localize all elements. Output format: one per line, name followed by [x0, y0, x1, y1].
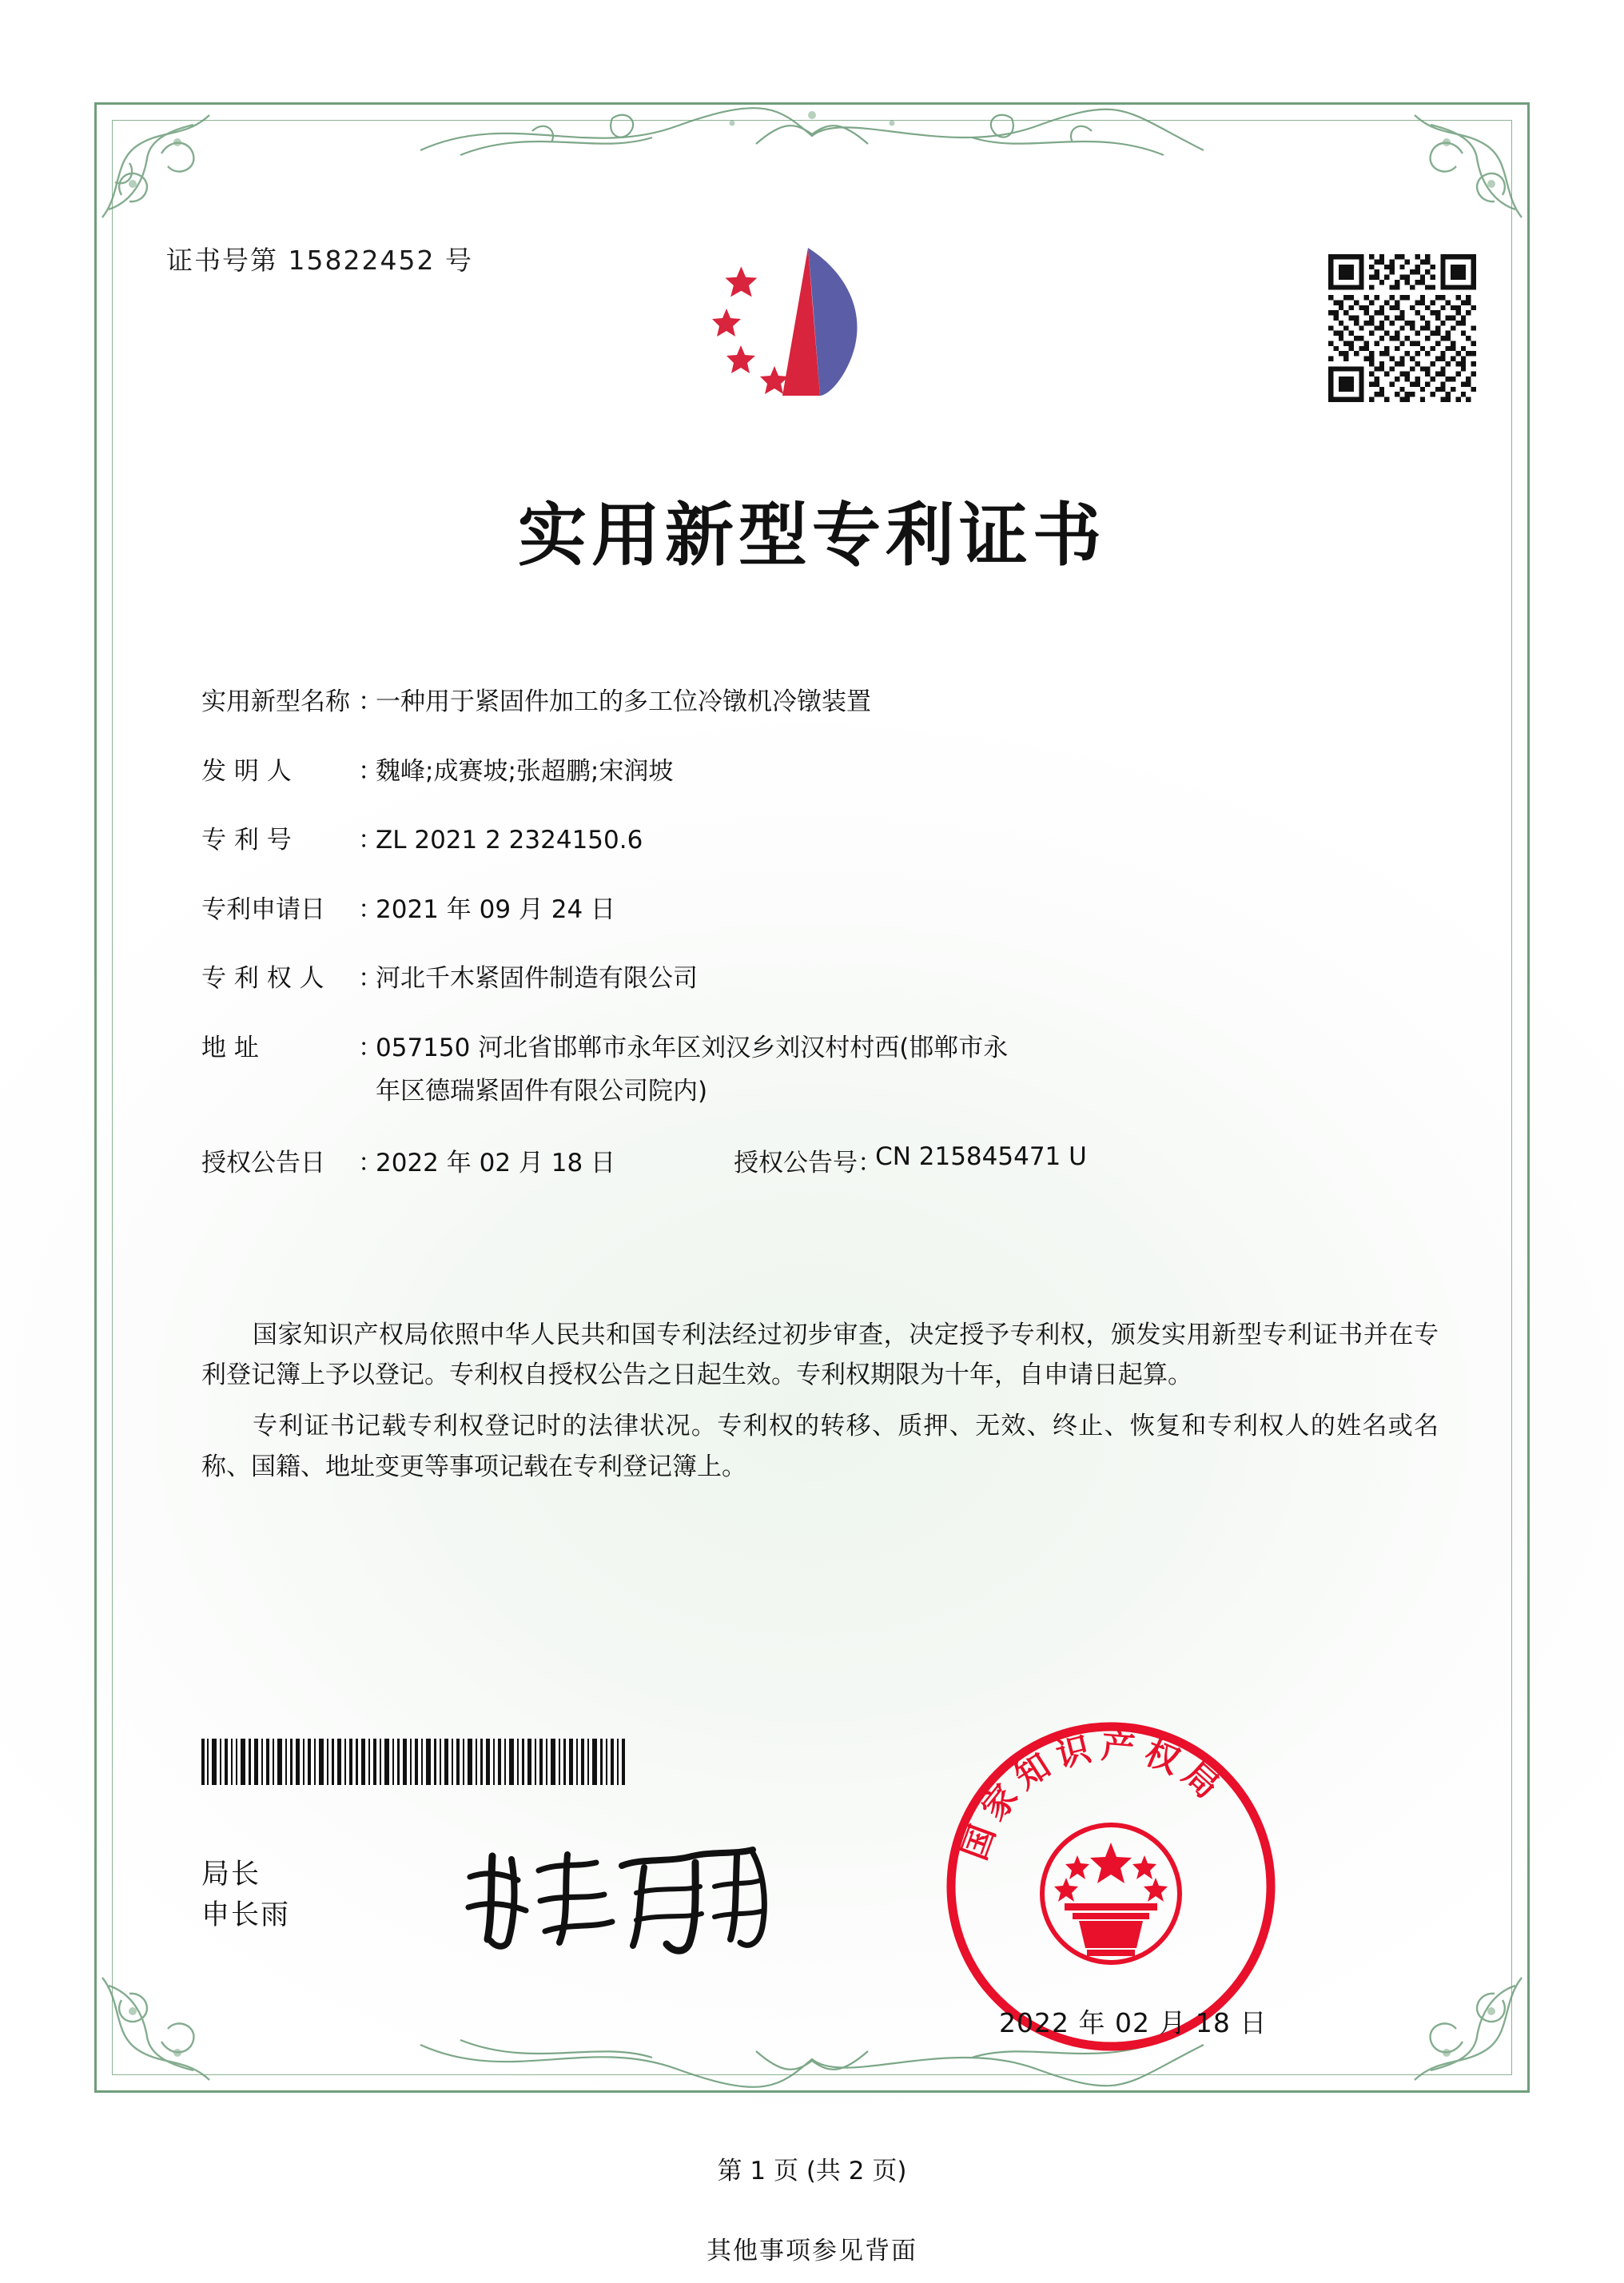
corner-ornament-icon [1407, 1970, 1526, 2090]
field-value [376, 1030, 1440, 1110]
field-label: 发 明 人 [201, 756, 292, 786]
field-colon: ： [358, 826, 383, 855]
corner-ornament-icon [1407, 106, 1526, 225]
field-label: 专 利 权 人 [201, 964, 324, 993]
field-value-line1: 057150 河北省邯郸市永年区刘汉乡刘汉村村西(邯郸市永 [376, 1033, 1009, 1062]
legal-paragraph-2: 专利证书记载专利权登记时的法律状况。专利权的转移、质押、无效、终止、恢复和专利权人的姓名或名称、国籍、地址变更等事项记载在专利登记簿上。 [201, 1412, 1439, 1481]
legal-paragraph-1: 国家知识产权局依照中华人民共和国专利法经过初步审查，决定授予专利权，颁发实用新型专利证书并在专利登记簿上予以登记。专利权自授权公告之日起生效。专利权期限为十年，自申请日起算。 [201, 1321, 1439, 1390]
field-value: 2021 年 09 月 24 日 [376, 894, 616, 924]
corner-ornament-icon [98, 106, 217, 225]
field-application-date [201, 891, 1440, 929]
svg-text:国家知识产权局: 国家知识产权局 [954, 1726, 1233, 1865]
grant-number-value: CN 215845471 U [875, 1142, 1087, 1171]
top-ornament-icon [412, 102, 1212, 165]
field-value: 河北千木紧固件制造有限公司 [376, 964, 698, 993]
certificate-number: 证书号第 15822452 号 [166, 245, 473, 276]
field-colon: ： [358, 756, 383, 786]
fields-list [201, 683, 1440, 1210]
field-utility-model-name [201, 683, 1440, 721]
page-number: 第 1 页 (共 2 页) [717, 2157, 907, 2185]
field-label: 专利申请日 [201, 894, 325, 924]
grant-number-label: 授权公告号 [734, 1148, 858, 1177]
field-value-line2: 年区德瑞紧固件有限公司院内) [376, 1077, 708, 1106]
qr-code-icon [1328, 254, 1476, 402]
field-patentee [201, 960, 1440, 998]
grant-date-value: 2022 年 02 月 18 日 [376, 1148, 616, 1177]
grant-number-group [734, 1142, 1087, 1178]
field-value: 魏峰;成赛坡;张超鹏;宋润坡 [376, 756, 674, 786]
field-label: 实用新型名称 [201, 687, 350, 716]
legal-text [201, 1315, 1439, 1498]
field-colon: ： [358, 894, 383, 924]
signature-block [201, 1855, 290, 1936]
field-label: 专 利 号 [201, 826, 292, 855]
director-role-label: 局长 [201, 1859, 261, 1891]
field-colon: ： [358, 964, 383, 993]
footer-note: 其他事项参见背面 [707, 2237, 917, 2265]
field-colon: ： [358, 687, 383, 716]
field-label: 地 址 [201, 1033, 259, 1062]
cnipa-logo-icon [688, 232, 936, 424]
director-name-label: 申长雨 [201, 1899, 291, 1931]
field-colon: ： [858, 1148, 883, 1177]
grant-announcement-row [201, 1142, 1440, 1178]
field-patent-number [201, 822, 1440, 859]
page-title: 实用新型专利证书 [518, 496, 1106, 576]
handwritten-signature-icon [456, 1839, 799, 1958]
field-address [201, 1030, 1440, 1110]
field-colon: ： [358, 1148, 383, 1177]
field-inventors [201, 753, 1440, 791]
barcode [201, 1739, 625, 1785]
corner-ornament-icon [98, 1970, 217, 2090]
seal-date: 2022 年 02 月 18 日 [999, 2007, 1268, 2038]
field-value: ZL 2021 2 2324150.6 [376, 826, 643, 855]
grant-date-group [201, 1142, 615, 1178]
grant-date-label: 授权公告日 [201, 1148, 325, 1177]
field-value: 一种用于紧固件加工的多工位冷镦机冷镦装置 [376, 687, 871, 716]
field-colon: ： [358, 1033, 383, 1062]
